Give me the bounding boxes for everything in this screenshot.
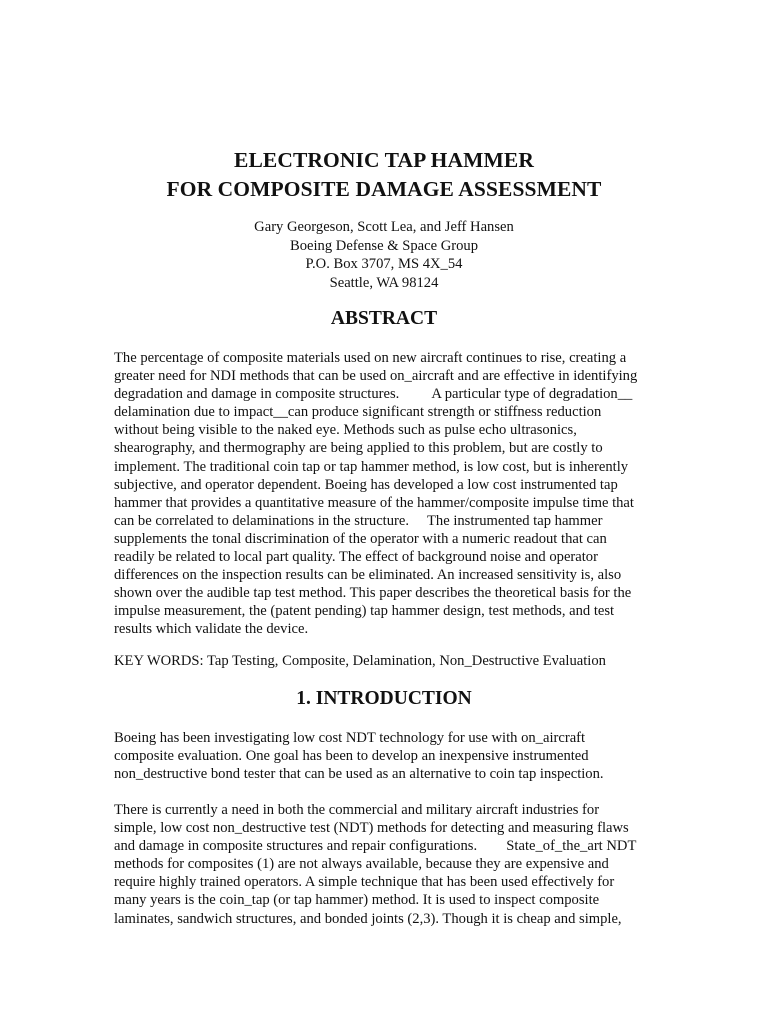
abstract-paragraph	[114, 349, 659, 639]
abstract-line: shearography, and thermography are being applied to this problem, but are costly to	[114, 440, 603, 457]
intro-line: require highly trained operators. A simple technique that has been used effectively for	[114, 874, 615, 891]
keywords-line	[114, 652, 659, 670]
paper-title	[0, 146, 768, 204]
keywords-text: KEY WORDS: Tap Testing, Composite, Delamination, Non_Destructive Evaluation	[114, 653, 606, 669]
abstract-line: hammer that provides a quantitative measure of the hammer/composite impulse time that	[114, 494, 634, 511]
paper-title-line: ELECTRONIC TAP HAMMER	[234, 148, 534, 172]
intro-line: many years is the coin_tap (or tap hammer) method. It is used to inspect composite	[114, 892, 600, 909]
abstract-line: subjective, and operator dependent. Boeing has developed a low cost instrumented tap	[114, 476, 618, 493]
intro-line: methods for composites (1) are not always available, because they are expensive and	[114, 856, 609, 873]
abstract-line: greater need for NDI methods that can be used on_aircraft and are effective in identifying	[114, 368, 638, 385]
abstract-line: can be correlated to delaminations in the structure. The instrumented tap hammer	[114, 512, 603, 529]
intro-line: composite evaluation. One goal has been to develop an inexpensive instrumented	[114, 748, 589, 765]
abstract-line: results which validate the device.	[114, 621, 309, 638]
author-block	[0, 218, 768, 292]
abstract-line: The percentage of composite materials used on new aircraft continues to rise, creating a	[114, 350, 627, 366]
abstract-line: implement. The traditional coin tap or tap hammer method, is low cost, but is inherently	[114, 458, 629, 475]
intro-line: Boeing has been investigating low cost NDT technology for use with on_aircraft	[114, 730, 586, 746]
introduction-paragraph-2	[114, 801, 659, 928]
paper-title-line: FOR COMPOSITE DAMAGE ASSESSMENT	[166, 177, 602, 201]
abstract-line: without being visible to the naked eye. Methods such as pulse echo ultrasonics,	[114, 422, 577, 439]
abstract-heading: ABSTRACT	[330, 308, 438, 329]
abstract-line: differences on the inspection results can be eliminated. An increased sensitivity is, also	[114, 567, 622, 584]
abstract-line: shown over the audible tap test method. This paper describes the theoretical basis for the	[114, 585, 632, 602]
author-names: Gary Georgeson, Scott Lea, and Jeff Hansen	[254, 219, 514, 235]
author-address: P.O. Box 3707, MS 4X_54	[305, 256, 463, 272]
author-affiliation: Boeing Defense & Space Group	[289, 237, 479, 254]
abstract-line: impulse measurement, the (patent pending) tap hammer design, test methods, and test	[114, 603, 615, 620]
abstract-line: supplements the tonal discrimination of the operator with a numeric readout that can	[114, 530, 607, 547]
introduction-paragraph-1	[114, 729, 659, 783]
abstract-line: readily be related to local part quality. The effect of background noise and operator	[114, 549, 598, 566]
intro-line: laminates, sandwich structures, and bonded joints (2,3). Though it is cheap and simple,	[114, 910, 622, 927]
intro-line: simple, low cost non_destructive test (NDT) methods for detecting and measuring flaws	[114, 820, 629, 837]
intro-line: There is currently a need in both the commercial and military aircraft industries for	[114, 802, 600, 818]
introduction-heading: 1. INTRODUCTION	[296, 688, 472, 709]
intro-line: and damage in composite structures and repair configurations. State_of_the_art NDT	[114, 838, 637, 855]
intro-line: non_destructive bond tester that can be used as an alternative to coin tap inspection.	[114, 766, 604, 783]
abstract-line: degradation and damage in composite structures. A particular type of degradation__	[114, 386, 633, 403]
abstract-line: delamination due to impact__can produce significant strength or stiffness reduction	[114, 404, 602, 421]
author-city: Seattle, WA 98124	[329, 274, 439, 291]
